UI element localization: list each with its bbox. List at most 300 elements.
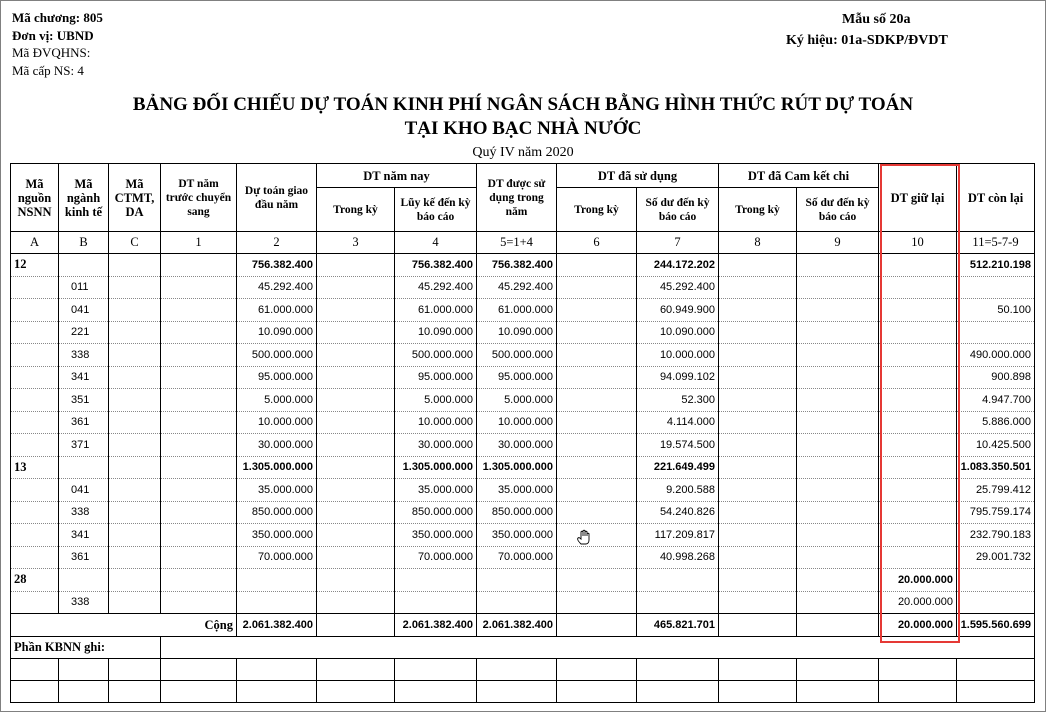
carry-cell: [161, 299, 237, 322]
empty-cell: [161, 659, 237, 681]
ctmt-cell: [109, 389, 161, 412]
remaining-cell: [957, 591, 1035, 614]
index-cell: 10: [879, 232, 957, 254]
source-code-cell: [11, 591, 59, 614]
carry-cell: [161, 501, 237, 524]
econ-code-cell: 338: [59, 591, 109, 614]
committed-in-period-cell: [719, 501, 797, 524]
col-in-period: Trong kỳ: [317, 188, 395, 232]
assigned-cell: 30.000.000: [237, 434, 317, 457]
empty-cell: [317, 681, 395, 703]
econ-code-cell: 041: [59, 299, 109, 322]
empty-cell: [477, 681, 557, 703]
usable-cell: 10.000.000: [477, 411, 557, 434]
accum-cell: 30.000.000: [395, 434, 477, 457]
col-assigned: Dự toán giao đầu năm: [237, 164, 317, 232]
accum-cell: 95.000.000: [395, 366, 477, 389]
table-row: [11, 501, 1035, 524]
used-balance-cell: 4.114.000: [637, 411, 719, 434]
committed-in-period-cell: [719, 321, 797, 344]
total-accum: 2.061.382.400: [395, 614, 477, 637]
table-row: [11, 366, 1035, 389]
total-used-balance: 465.821.701: [637, 614, 719, 637]
total-used-in-period: [557, 614, 637, 637]
ctmt-cell: [109, 434, 161, 457]
usable-cell: 70.000.000: [477, 546, 557, 569]
retained-cell: [879, 524, 957, 547]
source-code-cell: [11, 411, 59, 434]
accum-cell: [395, 591, 477, 614]
retained-cell: 20.000.000: [879, 591, 957, 614]
committed-balance-cell: [797, 501, 879, 524]
source-code-cell: 13: [11, 456, 59, 479]
used-in-period-cell: [557, 344, 637, 367]
hand-cursor-icon: [575, 528, 593, 546]
empty-cell: [237, 659, 317, 681]
table-row: [11, 479, 1035, 502]
col-used-in-period: Trong kỳ: [557, 188, 637, 232]
econ-code-cell: [59, 254, 109, 277]
assigned-cell: [237, 591, 317, 614]
in-period-cell: [317, 321, 395, 344]
ctmt-cell: [109, 276, 161, 299]
committed-balance-cell: [797, 591, 879, 614]
econ-code-cell: 041: [59, 479, 109, 502]
used-in-period-cell: [557, 591, 637, 614]
budget-reconciliation-table: [10, 163, 1035, 703]
in-period-cell: [317, 546, 395, 569]
in-period-cell: [317, 389, 395, 412]
econ-code-cell: 011: [59, 276, 109, 299]
retained-cell: [879, 299, 957, 322]
kbnn-empty-row: [11, 659, 1035, 681]
econ-code-cell: 341: [59, 524, 109, 547]
assigned-cell: [237, 569, 317, 592]
econ-code-cell: 361: [59, 546, 109, 569]
committed-in-period-cell: [719, 411, 797, 434]
total-in-period: [317, 614, 395, 637]
assigned-cell: 35.000.000: [237, 479, 317, 502]
remaining-cell: [957, 321, 1035, 344]
carry-cell: [161, 569, 237, 592]
table-row: [11, 276, 1035, 299]
econ-code-cell: 338: [59, 501, 109, 524]
accum-cell: 45.292.400: [395, 276, 477, 299]
assigned-cell: 45.292.400: [237, 276, 317, 299]
used-in-period-cell: [557, 524, 637, 547]
chapter-code: Mã chương: 805: [12, 10, 103, 25]
carry-cell: [161, 389, 237, 412]
committed-balance-cell: [797, 366, 879, 389]
col-used-balance: Số dư đến kỳ báo cáo: [637, 188, 719, 232]
in-period-cell: [317, 591, 395, 614]
retained-cell: [879, 456, 957, 479]
usable-cell: 5.000.000: [477, 389, 557, 412]
in-period-cell: [317, 366, 395, 389]
used-balance-cell: 52.300: [637, 389, 719, 412]
empty-cell: [557, 659, 637, 681]
total-label: Cộng: [11, 614, 237, 637]
table-row: [11, 546, 1035, 569]
empty-cell: [161, 681, 237, 703]
committed-balance-cell: [797, 344, 879, 367]
usable-cell: [477, 591, 557, 614]
carry-cell: [161, 321, 237, 344]
used-in-period-cell: [557, 479, 637, 502]
used-balance-cell: 117.209.817: [637, 524, 719, 547]
ctmt-cell: [109, 501, 161, 524]
empty-cell: [59, 681, 109, 703]
used-balance-cell: 10.000.000: [637, 344, 719, 367]
in-period-cell: [317, 479, 395, 502]
econ-code-cell: 361: [59, 411, 109, 434]
report-title-line2: TẠI KHO BẠC NHÀ NƯỚC: [404, 118, 642, 139]
index-row: [11, 232, 1035, 254]
empty-cell: [797, 681, 879, 703]
header-left: [12, 9, 103, 79]
committed-in-period-cell: [719, 591, 797, 614]
empty-cell: [11, 659, 59, 681]
committed-balance-cell: [797, 321, 879, 344]
assigned-cell: 95.000.000: [237, 366, 317, 389]
index-cell: 9: [797, 232, 879, 254]
committed-in-period-cell: [719, 299, 797, 322]
used-balance-cell: [637, 591, 719, 614]
index-cell: 8: [719, 232, 797, 254]
table-row: [11, 299, 1035, 322]
committed-in-period-cell: [719, 254, 797, 277]
col-committed-balance: Số dư đến kỳ báo cáo: [797, 188, 879, 232]
ctmt-cell: [109, 299, 161, 322]
remaining-cell: 10.425.500: [957, 434, 1035, 457]
in-period-cell: [317, 434, 395, 457]
used-in-period-cell: [557, 456, 637, 479]
accum-cell: 500.000.000: [395, 344, 477, 367]
assigned-cell: 1.305.000.000: [237, 456, 317, 479]
econ-code-cell: 338: [59, 344, 109, 367]
source-code-cell: [11, 546, 59, 569]
used-in-period-cell: [557, 366, 637, 389]
usable-cell: 850.000.000: [477, 501, 557, 524]
usable-cell: 350.000.000: [477, 524, 557, 547]
used-balance-cell: 221.649.499: [637, 456, 719, 479]
accum-cell: 350.000.000: [395, 524, 477, 547]
used-in-period-cell: [557, 254, 637, 277]
empty-cell: [109, 681, 161, 703]
kbnn-label-row: [11, 637, 1035, 659]
usable-cell: 61.000.000: [477, 299, 557, 322]
used-balance-cell: 244.172.202: [637, 254, 719, 277]
empty-cell: [395, 681, 477, 703]
remaining-cell: 795.759.174: [957, 501, 1035, 524]
used-balance-cell: 19.574.500: [637, 434, 719, 457]
used-balance-cell: 54.240.826: [637, 501, 719, 524]
table-row: [11, 344, 1035, 367]
col-econ: Mã ngành kinh tế: [59, 164, 109, 232]
empty-cell: [879, 681, 957, 703]
index-cell: 5=1+4: [477, 232, 557, 254]
committed-balance-cell: [797, 569, 879, 592]
remaining-cell: [957, 569, 1035, 592]
committed-balance-cell: [797, 411, 879, 434]
total-committed-balance: [797, 614, 879, 637]
empty-cell: [637, 681, 719, 703]
index-cell: B: [59, 232, 109, 254]
usable-cell: [477, 569, 557, 592]
assigned-cell: 5.000.000: [237, 389, 317, 412]
accum-cell: 35.000.000: [395, 479, 477, 502]
retained-cell: [879, 366, 957, 389]
accum-cell: 70.000.000: [395, 546, 477, 569]
carry-cell: [161, 344, 237, 367]
committed-in-period-cell: [719, 389, 797, 412]
remaining-cell: 490.000.000: [957, 344, 1035, 367]
committed-balance-cell: [797, 524, 879, 547]
used-balance-cell: [637, 569, 719, 592]
in-period-cell: [317, 501, 395, 524]
in-period-cell: [317, 569, 395, 592]
ctmt-cell: [109, 456, 161, 479]
used-in-period-cell: [557, 546, 637, 569]
committed-balance-cell: [797, 434, 879, 457]
committed-balance-cell: [797, 546, 879, 569]
table-row: [11, 411, 1035, 434]
remaining-cell: 1.083.350.501: [957, 456, 1035, 479]
remaining-cell: [957, 276, 1035, 299]
group-row: [11, 569, 1035, 592]
assigned-cell: 850.000.000: [237, 501, 317, 524]
ctmt-cell: [109, 546, 161, 569]
col-carry: DT năm trước chuyển sang: [161, 164, 237, 232]
carry-cell: [161, 276, 237, 299]
total-retained: 20.000.000: [879, 614, 957, 637]
accum-cell: [395, 569, 477, 592]
in-period-cell: [317, 524, 395, 547]
usable-cell: 756.382.400: [477, 254, 557, 277]
empty-cell: [477, 659, 557, 681]
ctmt-cell: [109, 366, 161, 389]
carry-cell: [161, 456, 237, 479]
index-cell: 1: [161, 232, 237, 254]
empty-cell: [637, 659, 719, 681]
col-remaining: DT còn lại: [957, 164, 1035, 232]
total-committed-in-period: [719, 614, 797, 637]
source-code-cell: [11, 524, 59, 547]
carry-cell: [161, 366, 237, 389]
empty-cell: [879, 659, 957, 681]
econ-code-cell: 221: [59, 321, 109, 344]
ctmt-cell: [109, 524, 161, 547]
ctmt-cell: [109, 591, 161, 614]
retained-cell: [879, 434, 957, 457]
econ-code-cell: [59, 456, 109, 479]
header-row-1: [11, 164, 1035, 188]
index-cell: 3: [317, 232, 395, 254]
source-code-cell: [11, 321, 59, 344]
empty-cell: [317, 659, 395, 681]
retained-cell: [879, 479, 957, 502]
index-cell: 4: [395, 232, 477, 254]
carry-cell: [161, 434, 237, 457]
accum-cell: 61.000.000: [395, 299, 477, 322]
kbnn-blank: [161, 637, 1035, 659]
carry-cell: [161, 524, 237, 547]
usable-cell: 30.000.000: [477, 434, 557, 457]
unit-code: Mã ĐVQHNS:: [12, 45, 91, 60]
col-usable: DT được sử dụng trong năm: [477, 164, 557, 232]
accum-cell: 10.000.000: [395, 411, 477, 434]
used-in-period-cell: [557, 389, 637, 412]
col-ctmt: Mã CTMT, DA: [109, 164, 161, 232]
ctmt-cell: [109, 321, 161, 344]
used-in-period-cell: [557, 321, 637, 344]
source-code-cell: [11, 479, 59, 502]
source-code-cell: 12: [11, 254, 59, 277]
index-cell: A: [11, 232, 59, 254]
ctmt-cell: [109, 479, 161, 502]
usable-cell: 95.000.000: [477, 366, 557, 389]
usable-cell: 1.305.000.000: [477, 456, 557, 479]
table-row: [11, 524, 1035, 547]
total-remaining: 1.595.560.699: [957, 614, 1035, 637]
remaining-cell: 50.100: [957, 299, 1035, 322]
empty-cell: [557, 681, 637, 703]
group-row: [11, 456, 1035, 479]
committed-balance-cell: [797, 479, 879, 502]
report-period: Quý IV năm 2020: [472, 145, 574, 160]
in-period-cell: [317, 456, 395, 479]
assigned-cell: 756.382.400: [237, 254, 317, 277]
budget-level: Mã cấp NS: 4: [12, 62, 84, 78]
accum-cell: 1.305.000.000: [395, 456, 477, 479]
source-code-cell: [11, 434, 59, 457]
carry-cell: [161, 411, 237, 434]
retained-cell: 20.000.000: [879, 569, 957, 592]
used-in-period-cell: [557, 569, 637, 592]
committed-in-period-cell: [719, 546, 797, 569]
table-row: [11, 321, 1035, 344]
accum-cell: 850.000.000: [395, 501, 477, 524]
used-balance-cell: 10.090.000: [637, 321, 719, 344]
committed-in-period-cell: [719, 569, 797, 592]
committed-in-period-cell: [719, 479, 797, 502]
ctmt-cell: [109, 569, 161, 592]
empty-cell: [395, 659, 477, 681]
committed-balance-cell: [797, 299, 879, 322]
in-period-cell: [317, 411, 395, 434]
source-code-cell: 28: [11, 569, 59, 592]
table-row: [11, 591, 1035, 614]
retained-cell: [879, 344, 957, 367]
assigned-cell: 350.000.000: [237, 524, 317, 547]
group-row: [11, 254, 1035, 277]
committed-balance-cell: [797, 389, 879, 412]
usable-cell: 35.000.000: [477, 479, 557, 502]
committed-balance-cell: [797, 276, 879, 299]
committed-in-period-cell: [719, 344, 797, 367]
used-in-period-cell: [557, 434, 637, 457]
committed-in-period-cell: [719, 456, 797, 479]
empty-cell: [719, 681, 797, 703]
assigned-cell: 10.000.000: [237, 411, 317, 434]
used-balance-cell: 94.099.102: [637, 366, 719, 389]
accum-cell: 5.000.000: [395, 389, 477, 412]
remaining-cell: 512.210.198: [957, 254, 1035, 277]
assigned-cell: 500.000.000: [237, 344, 317, 367]
total-assigned: 2.061.382.400: [237, 614, 317, 637]
source-code-cell: [11, 366, 59, 389]
empty-cell: [957, 681, 1035, 703]
retained-cell: [879, 501, 957, 524]
retained-cell: [879, 254, 957, 277]
form-symbol: Ký hiệu: 01a-SDKP/ĐVDT: [786, 33, 948, 48]
source-code-cell: [11, 276, 59, 299]
total-row: [11, 614, 1035, 637]
remaining-cell: 232.790.183: [957, 524, 1035, 547]
retained-cell: [879, 411, 957, 434]
table-row: [11, 434, 1035, 457]
empty-cell: [237, 681, 317, 703]
index-cell: 6: [557, 232, 637, 254]
used-in-period-cell: [557, 501, 637, 524]
used-balance-cell: 40.998.268: [637, 546, 719, 569]
col-used: DT đã sử dụng: [557, 164, 719, 188]
ctmt-cell: [109, 411, 161, 434]
committed-in-period-cell: [719, 434, 797, 457]
index-cell: 7: [637, 232, 719, 254]
in-period-cell: [317, 276, 395, 299]
econ-code-cell: 351: [59, 389, 109, 412]
carry-cell: [161, 479, 237, 502]
econ-code-cell: 371: [59, 434, 109, 457]
retained-cell: [879, 276, 957, 299]
kbnn-label: Phần KBNN ghi:: [11, 637, 161, 659]
table-row: [11, 389, 1035, 412]
in-period-cell: [317, 344, 395, 367]
source-code-cell: [11, 299, 59, 322]
header-right: [786, 9, 976, 51]
used-balance-cell: 9.200.588: [637, 479, 719, 502]
retained-cell: [879, 546, 957, 569]
used-balance-cell: 60.949.900: [637, 299, 719, 322]
col-source: Mã nguồn NSNN: [11, 164, 59, 232]
committed-in-period-cell: [719, 276, 797, 299]
unit-name: Đơn vị: UBND: [12, 27, 94, 43]
col-accum: Lũy kế đến kỳ báo cáo: [395, 188, 477, 232]
accum-cell: 756.382.400: [395, 254, 477, 277]
empty-cell: [59, 659, 109, 681]
retained-cell: [879, 321, 957, 344]
empty-cell: [11, 681, 59, 703]
assigned-cell: 61.000.000: [237, 299, 317, 322]
report-title-line1: BẢNG ĐỐI CHIẾU DỰ TOÁN KINH PHÍ NGÂN SÁCH BẰNG HÌNH THỨC RÚT DỰ TOÁN: [132, 94, 914, 115]
empty-cell: [719, 659, 797, 681]
used-in-period-cell: [557, 411, 637, 434]
remaining-cell: 5.886.000: [957, 411, 1035, 434]
remaining-cell: 900.898: [957, 366, 1035, 389]
in-period-cell: [317, 299, 395, 322]
index-cell: C: [109, 232, 161, 254]
remaining-cell: 29.001.732: [957, 546, 1035, 569]
total-usable: 2.061.382.400: [477, 614, 557, 637]
empty-cell: [957, 659, 1035, 681]
empty-cell: [797, 659, 879, 681]
carry-cell: [161, 546, 237, 569]
assigned-cell: 70.000.000: [237, 546, 317, 569]
source-code-cell: [11, 389, 59, 412]
carry-cell: [161, 591, 237, 614]
col-retained: DT giữ lại: [879, 164, 957, 232]
